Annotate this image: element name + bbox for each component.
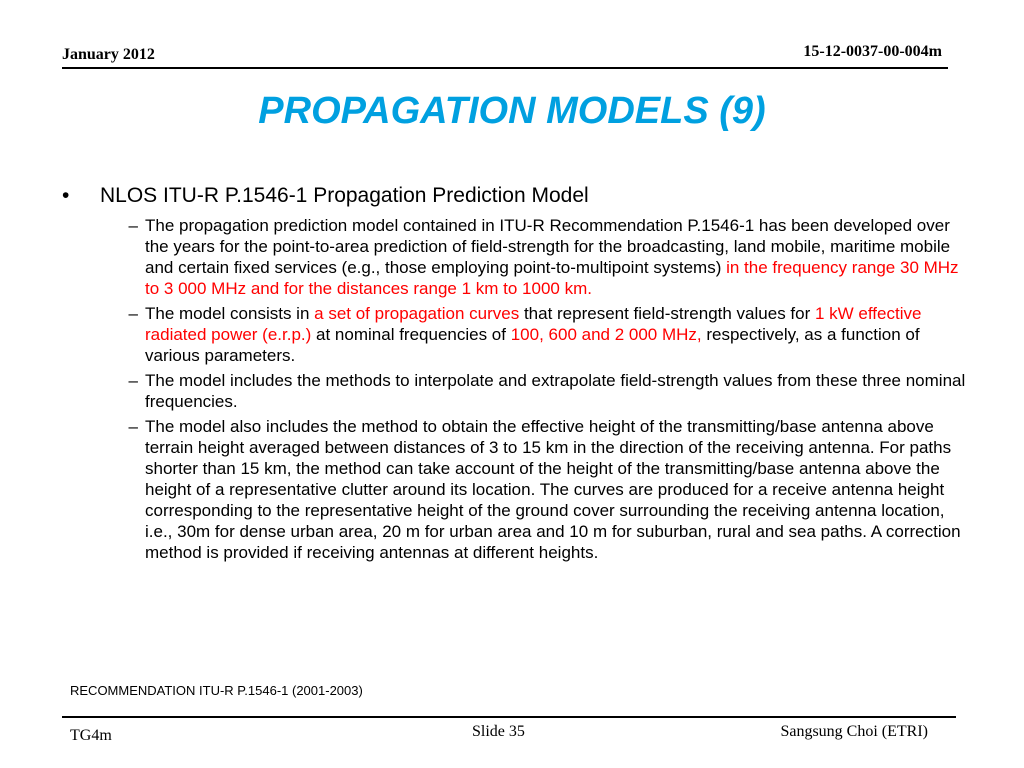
footer-group: TG4m (70, 727, 112, 744)
source-caption: RECOMMENDATION ITU-R P.1546-1 (2001-2003) (70, 683, 363, 698)
sub-bullet-2 (62, 303, 967, 366)
footer-rule (62, 716, 956, 718)
dash-icon: – (128, 304, 138, 323)
sub-bullet-2-text-a: The model consists in (145, 304, 315, 323)
main-bullet-text: NLOS ITU-R P.1546-1 Propagation Prediction Model (100, 184, 589, 207)
bullet-dot-icon: • (62, 184, 70, 207)
header-doc-id: 15-12-0037-00-004m (803, 43, 942, 60)
sub-bullet-1 (62, 215, 967, 299)
sub-bullet-3 (62, 370, 967, 412)
sub-bullet-2-highlight-c: 100, 600 and 2 000 MHz, (510, 325, 702, 344)
sub-bullet-2-highlight-a: a set of propagation curves (314, 304, 520, 323)
sub-bullet-2-text-b: that represent field-strength values for (519, 304, 815, 323)
sub-bullet-2-text-c: at nominal frequencies of (311, 325, 511, 344)
sub-bullet-4-text: The model also includes the method to obtain the effective height of the transmitting/base antenna above terrain height averaged between distances of 3 to 15 km in the direction of the receiving antenna. For paths shorter than 15 km, the method can take account of the height of the transmitting/base antenna above the height of a representative clutter around its location. The curves are produced for a receive antenna height corresponding to the representative height of the ground cover surrounding the receiving antenna location, i.e., 30m for dense urban area, 20 m for urban area and 10 m for suburban, rural and sea paths. A correction method is provided if receiving antennas at different heights. (145, 417, 961, 562)
header-rule (62, 67, 948, 69)
sub-bullet-2-highlight-b: 1 kW effective radiated power (e.r.p.) (145, 304, 922, 344)
footer-slide-number: Slide 35 (472, 723, 525, 740)
sub-bullet-3-text: The model includes the methods to interpolate and extrapolate field-strength values from these three nominal frequencies. (145, 371, 966, 411)
sub-bullet-1-highlight: in the frequency range 30 MHz to 3 000 MHz and for the distances range 1 km to 1000 km. (145, 258, 959, 298)
dash-icon: – (128, 216, 138, 235)
sub-bullet-list (62, 215, 967, 563)
sub-bullet-2-text-d: respectively, as a function of various parameters. (145, 325, 920, 365)
sub-bullet-4 (62, 416, 967, 563)
footer-author: Sangsung Choi (ETRI) (780, 723, 928, 740)
dash-icon: – (128, 417, 138, 436)
slide-title: PROPAGATION MODELS (9) (258, 90, 766, 132)
slide-content (62, 183, 967, 567)
sub-bullet-1-text: The propagation prediction model contained in ITU-R Recommendation P.1546-1 has been developed over the years for the point-to-area prediction of field-strength for the broadcasting, land mobile, maritime mobile and certain fixed services (e.g., those employing point-to-multipoint systems) (145, 216, 951, 277)
header-date: January 2012 (62, 46, 155, 63)
main-bullet (62, 183, 967, 209)
dash-icon: – (128, 371, 138, 390)
